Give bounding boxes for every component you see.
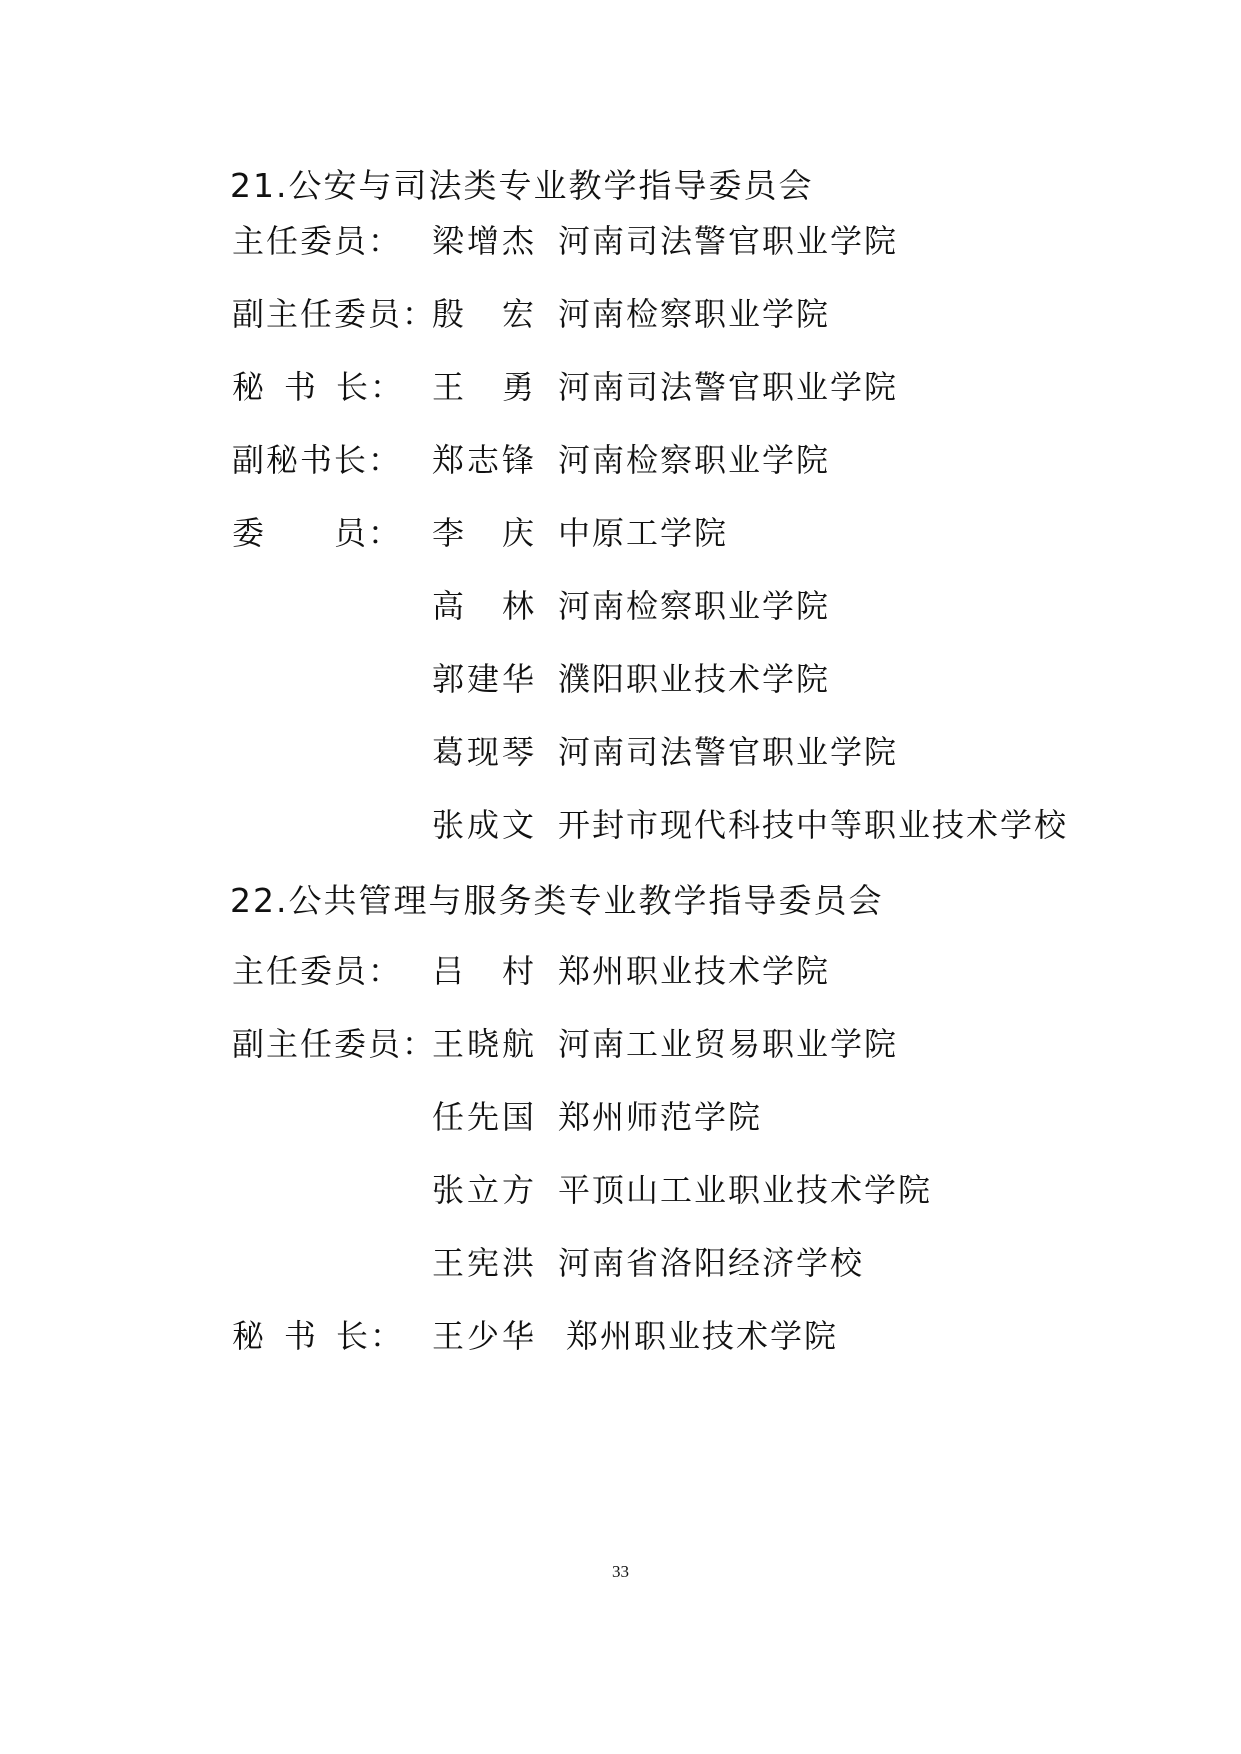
member-row: [0, 216, 1241, 266]
member-organization: 开封市现代科技中等职业技术学校: [558, 806, 1069, 844]
member-organization: 河南司法警官职业学院: [558, 368, 899, 406]
member-organization: 河南检察职业学院: [558, 587, 831, 625]
member-row: [0, 435, 1241, 485]
member-organization: 濮阳职业技术学院: [558, 660, 831, 698]
member-name: 殷 宏: [432, 295, 538, 333]
section-title: 22.公共管理与服务类专业教学指导委员会: [230, 881, 884, 920]
member-organization: 河南工业贸易职业学院: [558, 1025, 899, 1063]
member-organization: 郑州职业技术学院: [566, 1317, 839, 1355]
role-label: 主任委员：: [232, 222, 403, 260]
member-row: [0, 362, 1241, 412]
role-label: 主任委员：: [232, 952, 403, 990]
role-label: 秘 书 长：: [232, 1317, 405, 1355]
page-number: 33: [612, 1562, 629, 1581]
member-organization: 河南司法警官职业学院: [558, 733, 899, 771]
member-row: [0, 289, 1241, 339]
member-row: [0, 508, 1241, 558]
role-label: 副秘书长：: [232, 441, 403, 479]
role-label: 副主任委员：: [232, 1025, 437, 1063]
member-name: 张立方: [432, 1171, 538, 1209]
role-label: 副主任委员：: [232, 295, 437, 333]
member-organization: 河南省洛阳经济学校: [558, 1244, 865, 1282]
role-label: 秘 书 长：: [232, 368, 405, 406]
member-name: 吕 村: [432, 952, 538, 990]
member-organization: 河南司法警官职业学院: [558, 222, 899, 260]
member-name: 郑志锋: [432, 441, 538, 479]
member-name: 任先国: [432, 1098, 538, 1136]
member-row: [0, 1238, 1241, 1288]
member-organization: 郑州职业技术学院: [558, 952, 831, 990]
member-organization: 河南检察职业学院: [558, 441, 831, 479]
member-row: [0, 1092, 1241, 1142]
member-name: 王晓航: [432, 1025, 538, 1063]
member-row: [0, 946, 1241, 996]
member-name: 高 林: [432, 587, 538, 625]
member-name: 王少华: [432, 1317, 538, 1355]
role-label: 委 员：: [232, 514, 403, 552]
section-title: 21.公安与司法类专业教学指导委员会: [230, 166, 814, 205]
member-organization: 河南检察职业学院: [558, 295, 831, 333]
member-row: [0, 800, 1241, 850]
member-name: 郭建华: [432, 660, 538, 698]
member-row: [0, 1311, 1241, 1361]
member-name: 王宪洪: [432, 1244, 538, 1282]
member-row: [0, 727, 1241, 777]
member-row: [0, 581, 1241, 631]
member-organization: 郑州师范学院: [558, 1098, 763, 1136]
member-row: [0, 1165, 1241, 1215]
member-organization: 中原工学院: [558, 514, 729, 552]
member-name: 李 庆: [432, 514, 538, 552]
member-name: 葛现琴: [432, 733, 538, 771]
member-name: 张成文: [432, 806, 538, 844]
member-organization: 平顶山工业职业技术学院: [558, 1171, 933, 1209]
member-row: [0, 654, 1241, 704]
member-row: [0, 1019, 1241, 1069]
member-name: 王 勇: [432, 368, 538, 406]
member-name: 梁增杰: [432, 222, 538, 260]
